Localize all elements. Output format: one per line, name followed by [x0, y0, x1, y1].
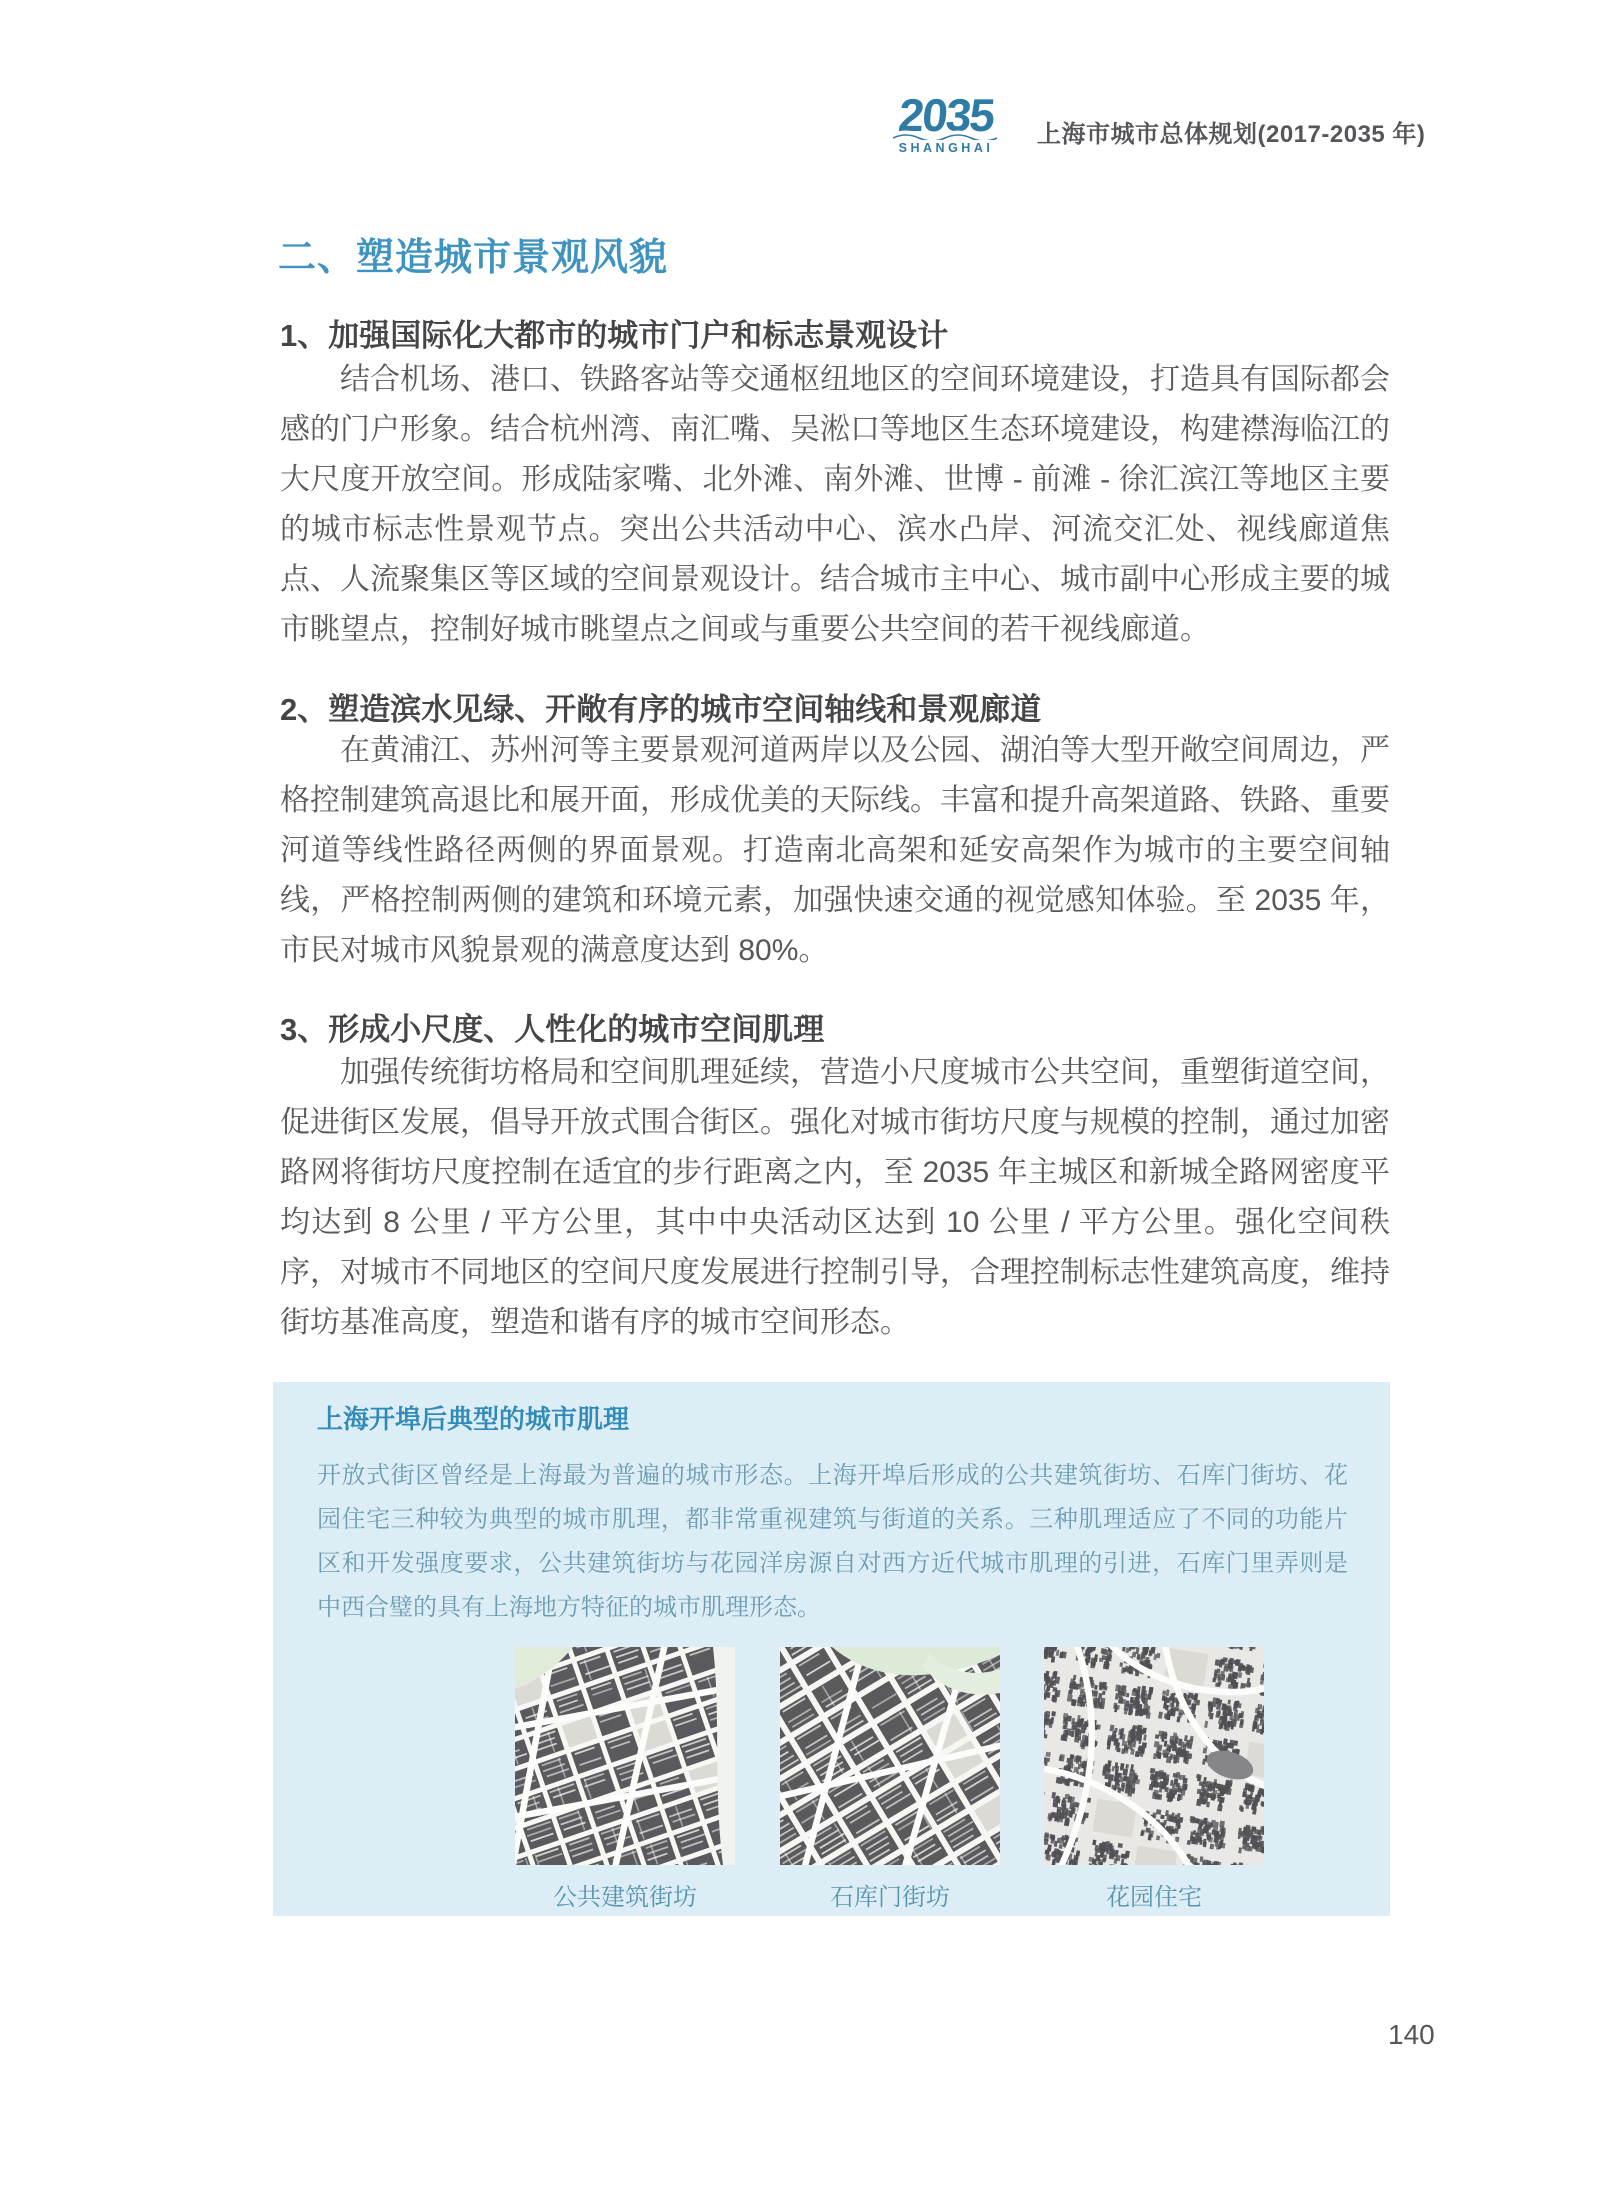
logo-shanghai-text: SHANGHAI: [898, 141, 994, 155]
figure-shikumen-blocks: [780, 1647, 1000, 1912]
document-header-title: 上海市城市总体规划(2017-2035 年): [1037, 121, 1426, 148]
urban-fabric-map-image: [780, 1647, 1000, 1865]
section-title: 二、塑造城市景观风貌: [278, 237, 669, 279]
figure-caption: 公共建筑街坊: [553, 1884, 697, 1911]
infobox-body: 开放式街区曾经是上海最为普遍的城市形态。上海开埠后形成的公共建筑街坊、石库门街坊、花园住宅三种较为典型的城市肌理，都非常重视建筑与街道的关系。三种肌理适应了不同的功能片区和开发强度要求，公共建筑街坊与花园洋房源自对西方近代城市肌理的引进，石库门里弄则是中西合璧的具有上海地方特征的城市肌理形态。: [317, 1462, 1348, 1621]
logo-wave-icon: [893, 128, 997, 140]
subsection-3-heading: 3、形成小尺度、人性化的城市空间肌理: [280, 1012, 825, 1047]
urban-fabric-map-image: [515, 1647, 735, 1865]
infobox-title: 上海开埠后典型的城市肌理: [317, 1404, 630, 1434]
figure-public-building-blocks: [515, 1647, 735, 1912]
subsection-1-paragraph: 结合机场、港口、铁路客站等交通枢纽地区的空间环境建设，打造具有国际都会感的门户形象。结合杭州湾、南汇嘴、吴淞口等地区生态环境建设，构建襟海临江的大尺度开放空间。形成陆家嘴、北外滩、南外滩、世博 - 前滩 - 徐汇滨江等地区主要的城市标志性景观节点。突出公共活动中心、滨水凸岸、河流交汇处、视线廊道焦点、人流聚集区等区域的空间景观设计。结合城市主中心、城市副中心形成主要的城市眺望点，控制好城市眺望点之间或与重要公共空间的若干视线廊道。: [280, 363, 1390, 646]
subsection-2-paragraph: 在黄浦江、苏州河等主要景观河道两岸以及公园、湖泊等大型开敞空间周边，严格控制建筑高退比和展开面，形成优美的天际线。丰富和提升高架道路、铁路、重要河道等线性路径两侧的界面景观。打造南北高架和延安高架作为城市的主要空间轴线，严格控制两侧的建筑和环境元素，加强快速交通的视觉感知体验。至 2035 年，市民对城市风貌景观的满意度达到 80%。: [280, 734, 1390, 967]
figure-caption: 石库门街坊: [830, 1884, 950, 1911]
figure-garden-houses: [1044, 1647, 1264, 1912]
page-number: 140: [1388, 2019, 1435, 2050]
infobox-urban-fabric: [273, 1382, 1390, 1916]
subsection-3-paragraph: 加强传统街坊格局和空间肌理延续，营造小尺度城市公共空间，重塑街道空间，促进街区发展，倡导开放式围合街区。强化对城市街坊尺度与规模的控制，通过加密路网将街坊尺度控制在适宜的步行距离之内，至 2035 年主城区和新城全路网密度平均达到 8 公里 / 平方公里，其中中央活动区达到 10 公里 / 平方公里。强化空间秩序，对城市不同地区的空间尺度发展进行控制引导，合理控制标志性建筑高度，维持街坊基准高度，塑造和谐有序的城市空间形态。: [280, 1056, 1390, 1339]
shanghai-2035-logo: [891, 89, 1001, 155]
subsection-1-heading: 1、加强国际化大都市的城市门户和标志景观设计: [280, 318, 949, 353]
logo-2035-text: 2035: [896, 89, 996, 141]
urban-fabric-map-image: [1044, 1647, 1264, 1865]
subsection-2-heading: 2、塑造滨水见绿、开敞有序的城市空间轴线和景观廊道: [280, 692, 1042, 727]
figure-caption: 花园住宅: [1106, 1884, 1202, 1911]
